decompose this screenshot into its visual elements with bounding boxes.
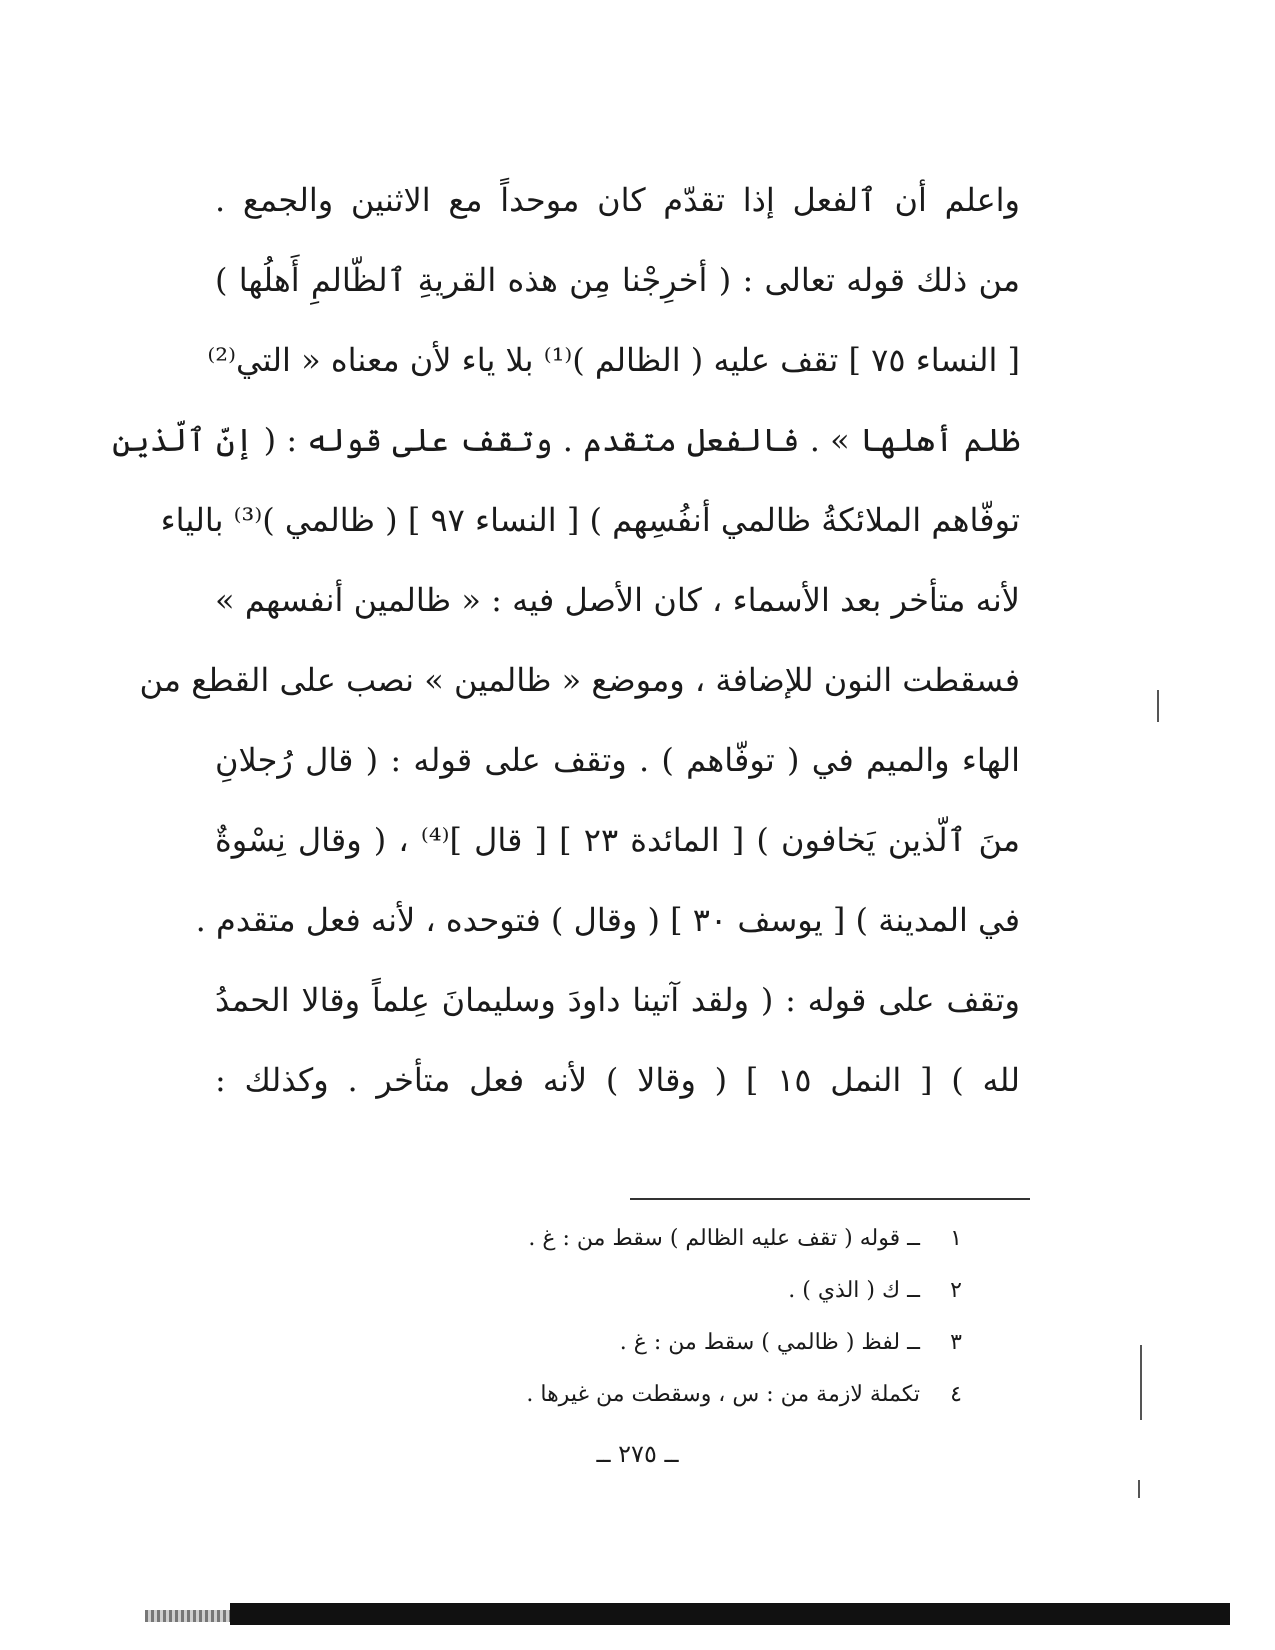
text-line: من ذلك قوله تعالى : ( أخرِجْنا مِن هذه القريةِ ٱلظّالمِ أَهلُها ) (215, 261, 1020, 299)
scan-edge-fade (145, 1610, 235, 1622)
text-line: توفّاهم الملائكةُ ظالمي أنفُسِهم ) [ النساء ٩٧ ] ( ظالمي )⁽³⁾ بالياء (160, 501, 1020, 539)
footnote (380, 1368, 970, 1420)
footnote-number: ٢ (950, 1277, 962, 1303)
text-line: لله ) [ النمل ١٥ ] ( وقالا ) لأنه فعل متأخر . وكذلك : (215, 1061, 1020, 1099)
text-line: منَ ٱلّذين يَخافون ) [ المائدة ٢٣ ] [ قال ]⁽⁴⁾ ، ( وقال نِسْوةٌ (215, 821, 1021, 859)
text-line: لأنه متأخر بعد الأسماء ، كان الأصل فيه : « ظالمين أنفسهم » (215, 581, 1020, 619)
text-line: الهاء والميم في ( توفّاهم ) . وتقف على قوله : ( قال رُجلانِ (215, 741, 1020, 779)
text-line: ظلم أهلها » . فالفعل متقدم . وتقف على قوله : ( إنّ ٱلّذين (112, 421, 1020, 459)
scan-bottom-edge (230, 1603, 1230, 1625)
scan-margin-mark (1140, 1345, 1142, 1420)
footnote-text: ــ قوله ( تقف عليه الظالم ) سقط من : غ . (528, 1225, 920, 1251)
footnote-text: ــ ك ( الذي ) . (788, 1277, 920, 1303)
scan-margin-mark (1138, 1480, 1140, 1498)
text-line: في المدينة ) [ يوسف ٣٠ ] ( وقال ) فتوحده ، لأنه فعل متقدم . (195, 901, 1020, 939)
text-line: فسقطت النون للإضافة ، وموضع « ظالمين » نصب على القطع من (139, 661, 1020, 699)
footnote (380, 1212, 970, 1264)
footnote-text: ــ لفظ ( ظالمي ) سقط من : غ . (619, 1329, 920, 1355)
text-line: واعلم أن ٱلفعل إذا تقدّم كان موحداً مع الاثنين والجمع . (215, 181, 1020, 219)
footnote (380, 1264, 970, 1316)
main-text-block (112, 160, 1021, 1120)
scan-margin-mark (1157, 690, 1159, 722)
text-line: [ النساء ٧٥ ] تقف عليه ( الظالم )⁽¹⁾ بلا ياء لأن معناه « التي⁽²⁾ (207, 341, 1020, 379)
footnote-number: ١ (950, 1225, 962, 1251)
footnote-number: ٤ (950, 1381, 962, 1407)
footnote (380, 1316, 970, 1368)
page-number: ــ ٢٧٥ ــ (596, 1440, 679, 1468)
footnote-text: تكملة لازمة من : س ، وسقطت من غيرها . (526, 1381, 920, 1407)
footnotes (380, 1212, 970, 1420)
text-line: وتقف على قوله : ( ولقد آتينا داودَ وسليمانَ عِلماً وقالا الحمدُ (215, 981, 1020, 1019)
footnote-separator (630, 1198, 1030, 1200)
footnote-number: ٣ (950, 1329, 962, 1355)
